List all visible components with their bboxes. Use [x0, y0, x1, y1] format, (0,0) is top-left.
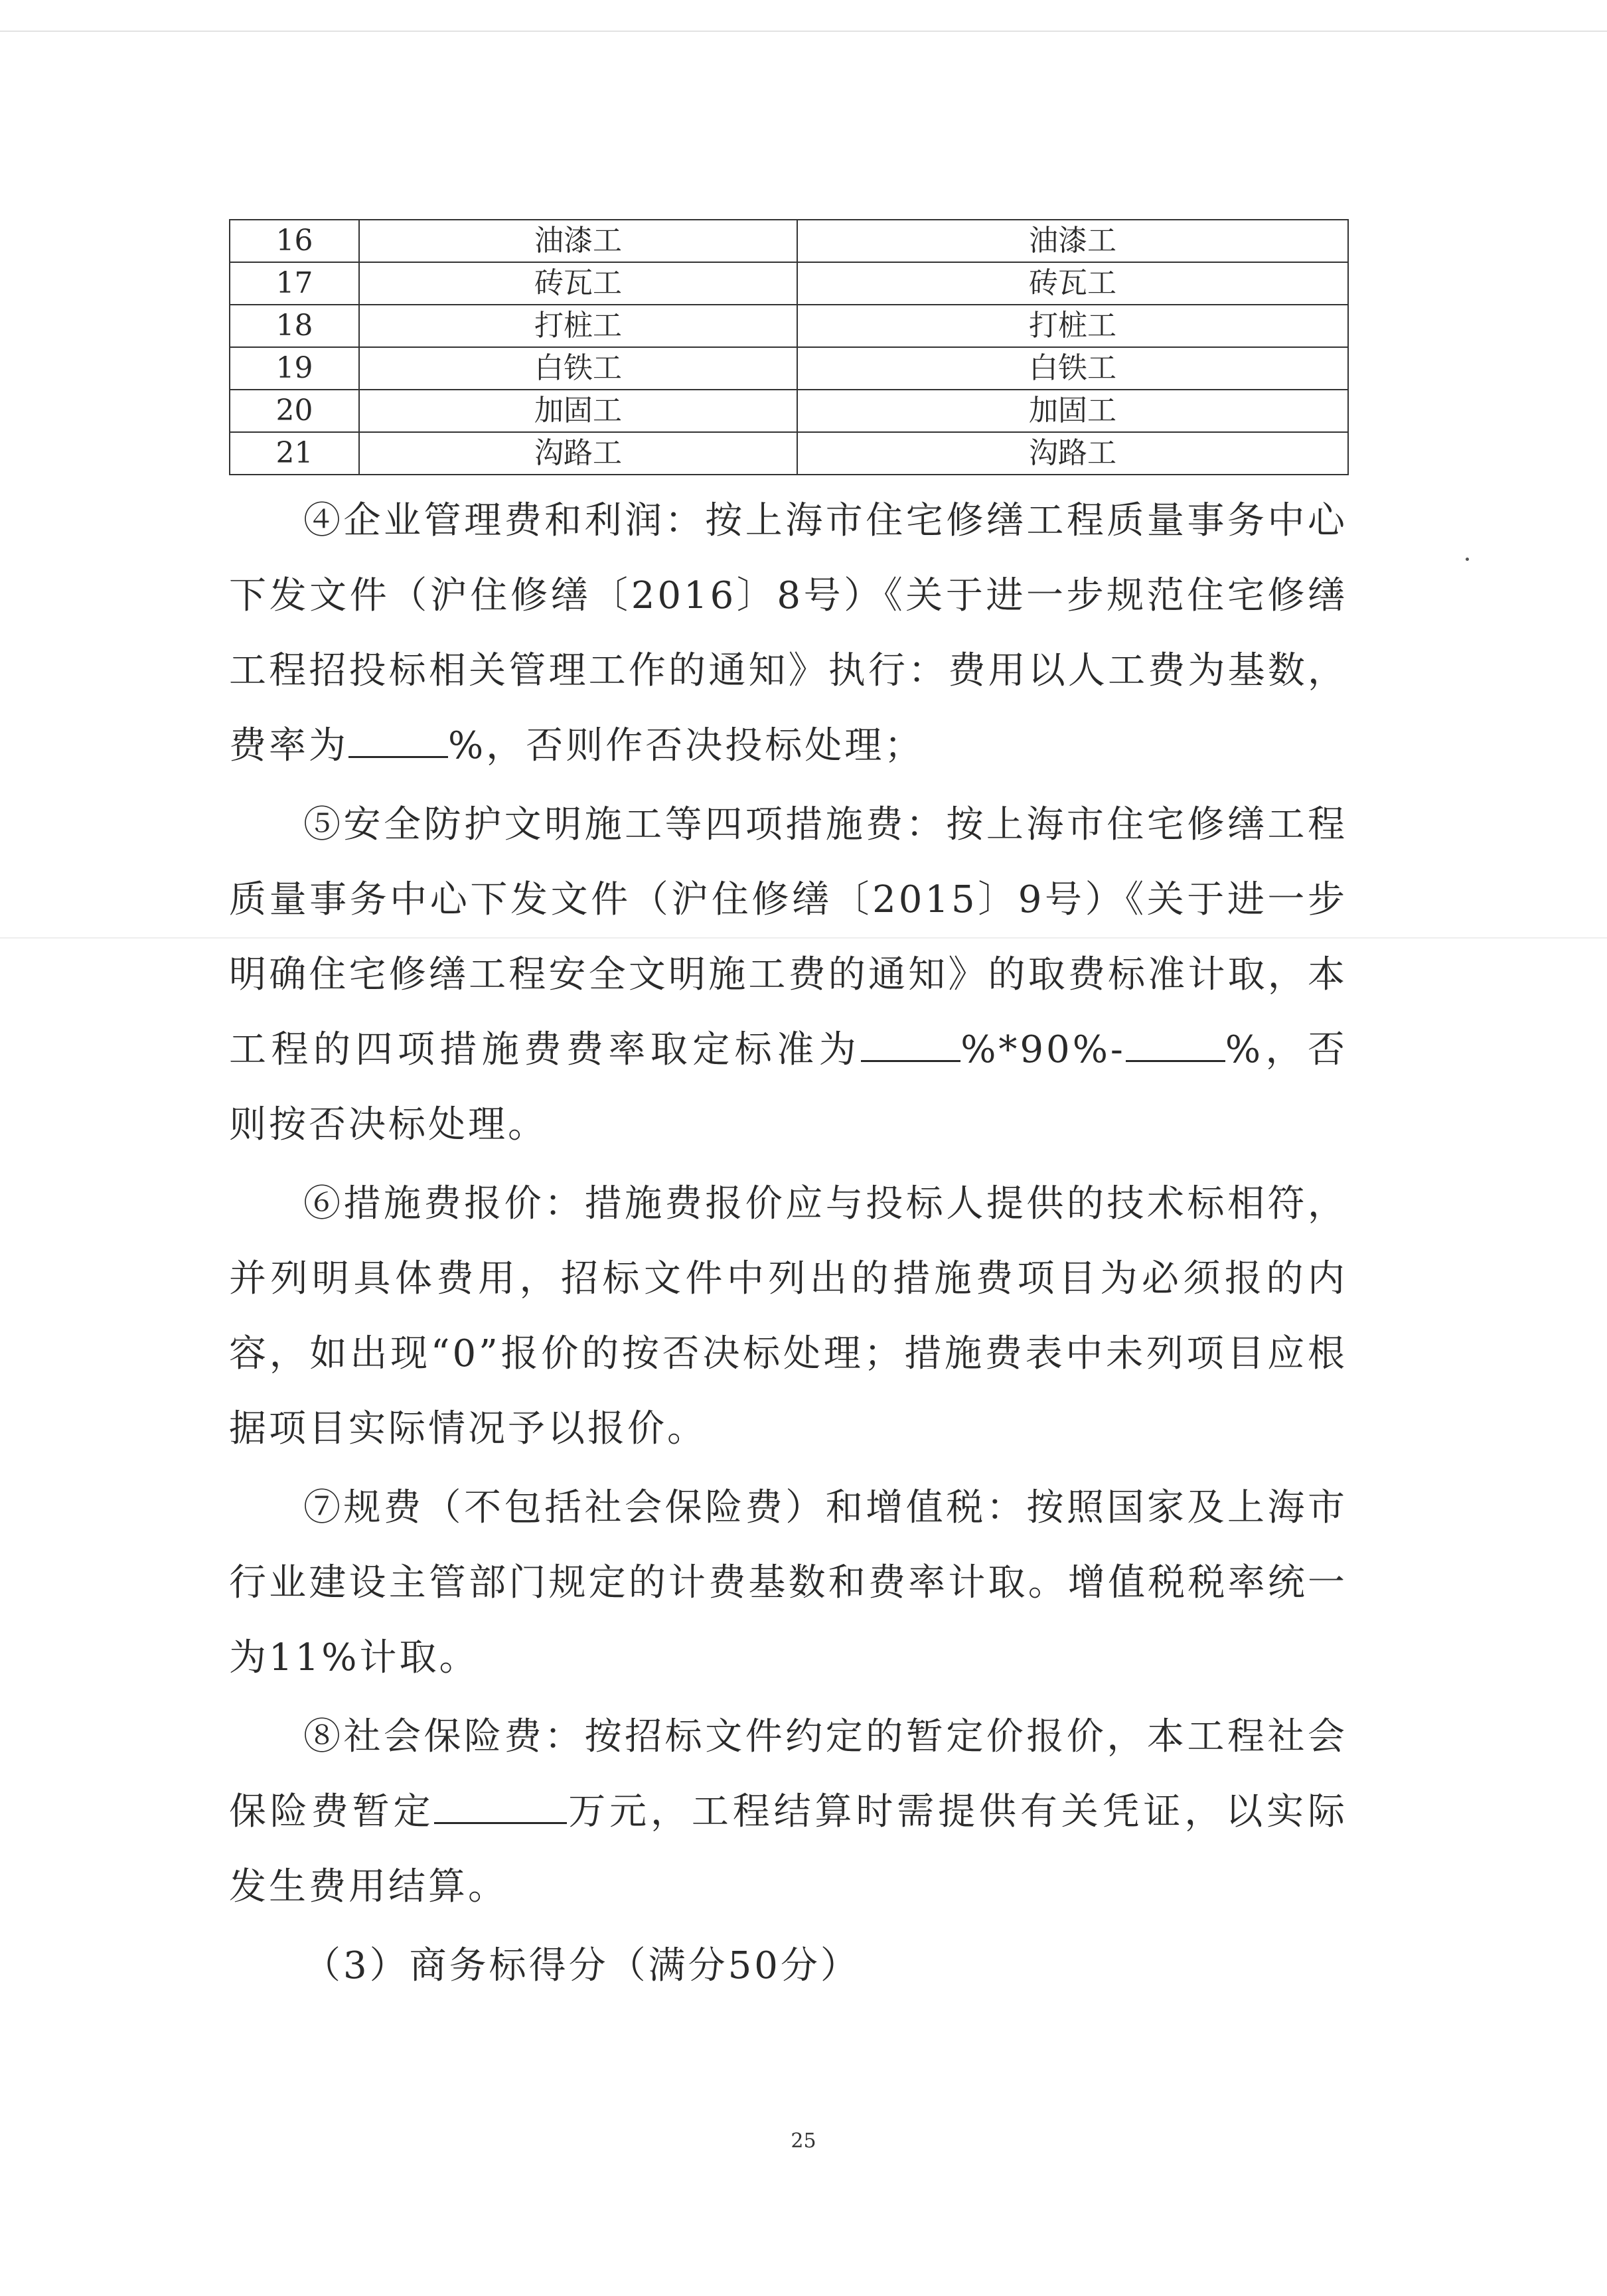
row-number: 19 [230, 347, 359, 390]
worker-type-cell: 砖瓦工 [359, 262, 797, 305]
paragraph-text: %，否则作否决投标处理； [448, 724, 925, 767]
table-row [230, 390, 1348, 432]
fill-in-blank [1126, 1028, 1225, 1062]
paragraph-text: ④企业管理费和利润：按上海市住宅修缮工程质量事务中心下发文件（沪住修缮〔2016〕8号）《关于进一步规范住宅修缮工程招投标相关管理工作的通知》执行：费用以人工费为基数，费率为 [229, 499, 1347, 767]
row-number: 21 [230, 432, 359, 475]
body-text [229, 483, 1347, 2003]
paragraph-social-insurance [229, 1699, 1347, 1924]
paragraph-text: %，否则按否决标处理。 [229, 1028, 1348, 1146]
worker-type-cell: 油漆工 [359, 220, 797, 262]
worker-type-cell: 油漆工 [797, 220, 1348, 262]
table-row [230, 262, 1348, 305]
paragraph-safety-measures-fee [229, 787, 1347, 1162]
worker-type-cell: 打桩工 [359, 305, 797, 347]
fill-in-blank [861, 1028, 960, 1062]
worker-type-cell: 沟路工 [797, 432, 1348, 475]
table-row [230, 432, 1348, 475]
row-number: 18 [230, 305, 359, 347]
table-row [230, 220, 1348, 262]
row-number: 17 [230, 262, 359, 305]
fill-in-blank [434, 1790, 567, 1824]
worker-type-cell: 白铁工 [797, 347, 1348, 390]
worker-type-cell: 白铁工 [359, 347, 797, 390]
paragraph-commercial-score-heading: （3）商务标得分（满分50分） [303, 1944, 860, 1987]
paragraph-text: ⑧社会保险费：按招标文件约定的暂定价报价，本工程社会保险费暂定 [229, 1715, 1347, 1833]
row-number: 16 [230, 220, 359, 262]
paragraph-text: 万元，工程结算时需提供有关凭证，以实际发生费用结算。 [229, 1790, 1347, 1908]
paragraph-text: ⑤安全防护文明施工等四项措施费：按上海市住宅修缮工程质量事务中心下发文件（沪住修缮〔2015〕9号）《关于进一步明确住宅修缮工程安全文明施工费的通知》的取费标准计取，本工程的四项措施费费率取定标准为 [229, 803, 1347, 1071]
document-page [229, 219, 1347, 2007]
table-row [230, 347, 1348, 390]
scan-edge-line [0, 31, 1607, 32]
paragraph-text: %*90%- [960, 1028, 1126, 1071]
worker-type-cell: 加固工 [359, 390, 797, 432]
worker-type-cell: 打桩工 [797, 305, 1348, 347]
worker-type-cell: 加固工 [797, 390, 1348, 432]
table-row [230, 305, 1348, 347]
paragraph-management-fee [229, 483, 1347, 783]
worker-type-cell: 砖瓦工 [797, 262, 1348, 305]
fill-in-blank [348, 724, 448, 758]
scan-speck [1466, 558, 1469, 561]
page-number: 25 [791, 2129, 816, 2153]
paragraph-fees-and-vat: ⑦规费（不包括社会保险费）和增值税：按照国家及上海市行业建设主管部门规定的计费基数和费率计取。增值税税率统一为11%计取。 [229, 1486, 1347, 1679]
worker-type-cell: 沟路工 [359, 432, 797, 475]
worker-type-table [229, 219, 1349, 475]
paragraph-measures-quote: ⑥措施费报价：措施费报价应与投标人提供的技术标相符，并列明具体费用，招标文件中列出的措施费项目为必须报的内容，如出现“0”报价的按否决标处理；措施费表中未列项目应根据项目实际情况予以报价。 [229, 1182, 1347, 1450]
row-number: 20 [230, 390, 359, 432]
